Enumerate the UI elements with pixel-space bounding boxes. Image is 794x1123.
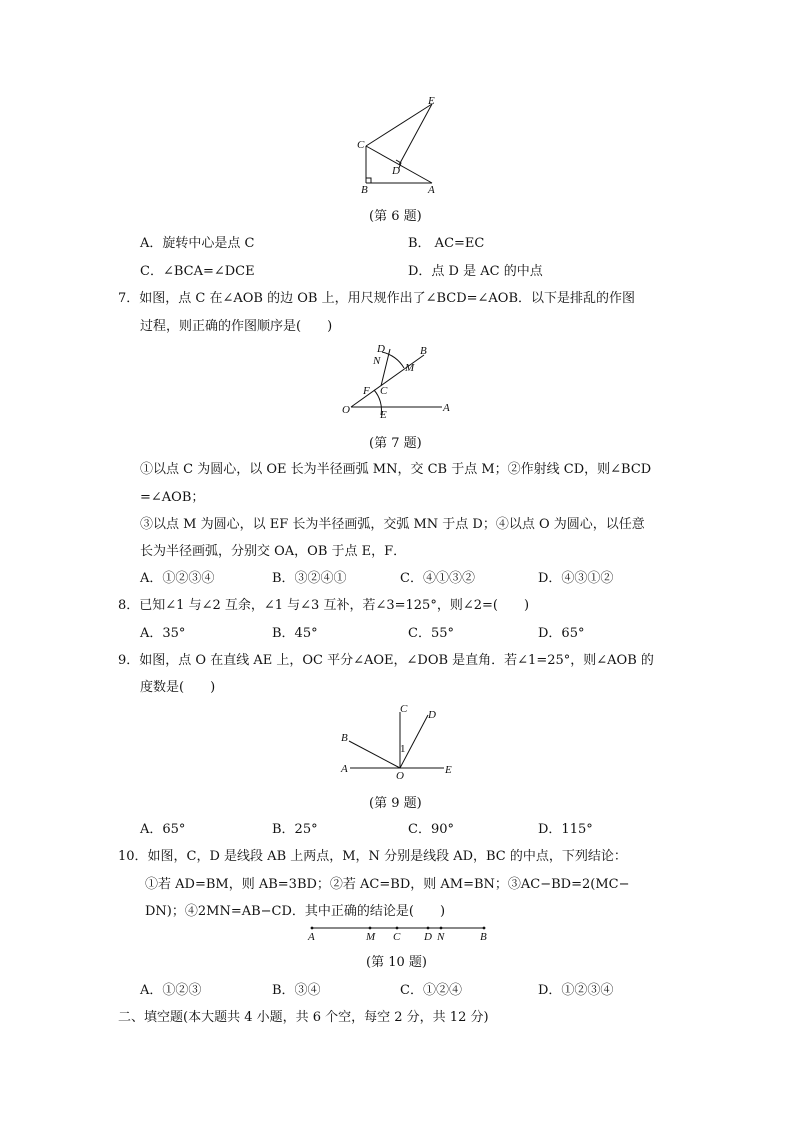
q9-option-d: D．115° [538,822,593,837]
q10-option-b: B．③④ [272,983,321,998]
q9-option-a: A．65° [140,822,186,837]
q10-stem-line3: DN)；④2MN=AB−CD．其中正确的结论是( ) [145,904,446,919]
fig7-label-M: M [405,362,415,374]
fig7-label-D: D [377,343,385,355]
q7-option-b: B．③②④① [272,571,347,586]
q7-steps-line2: =∠AOB； [140,490,205,505]
q9-stem-line1: 9．如图，点 O 在直线 AE 上，OC 平分∠AOE，∠DOB 是直角．若∠1=25°，则∠AOB 的 [118,653,654,668]
q7-steps-line4: 长为半径画弧，分别交 OA，OB 于点 E，F． [140,544,407,559]
fig10-label-B: B [480,931,487,943]
figure-10 [300,920,500,944]
q7-stem-line2: 过程，则正确的作图顺序是( ) [140,319,333,334]
fig6-label-B: B [361,184,368,195]
fig9-caption: (第 9 题) [369,796,422,811]
fig10-label-D: D [424,931,432,943]
fig9-label-E: E [445,764,452,776]
q7-option-d: D．④③①② [538,571,614,586]
fig7-label-C: C [380,385,388,397]
fig6-right-angle-B [366,178,371,183]
fig9-label-B: B [341,732,348,744]
q8-stem: 8．已知∠1 与∠2 互余，∠1 与∠3 互补，若∠3=125°，则∠2=( ) [118,598,530,613]
fig7-label-N: N [373,355,381,367]
fig7-label-A: A [443,402,450,414]
fig9-label-O: O [396,770,404,782]
figure-9 [336,700,460,782]
fig7-label-F: F [363,385,370,397]
fig10-point-A [311,927,314,930]
q6-option-d: D．点 D 是 AC 的中点 [408,264,543,279]
fig7-label-O: O [342,404,350,416]
q7-option-c: C．④①③② [400,571,475,586]
fig10-caption: (第 10 题) [366,955,427,970]
fig6-label-C: C [357,139,365,151]
fig9-ray-OD [400,715,428,768]
q10-option-a: A．①②③ [140,983,202,998]
q9-option-c: C．90° [408,822,454,837]
q7-steps-line1: ①以点 C 为圆心，以 OE 长为半径画弧 MN，交 CB 于点 M；②作射线 CD，则∠BCD [140,462,652,477]
fig10-point-B [483,927,486,930]
fig10-label-A: A [308,931,315,943]
section-2-heading: 二、填空题(本大题共 4 小题，共 6 个空，每空 2 分，共 12 分) [118,1010,489,1025]
fig10-point-M [369,927,372,930]
q10-stem-line2: ①若 AD=BM，则 AB=3BD；②若 AC=BD，则 AM=BN；③AC−BD=2(MC− [145,877,630,892]
fig9-label-C: C [400,703,408,715]
fig7-caption: (第 7 题) [369,436,422,451]
fig6-label-D: D [392,165,400,177]
fig10-label-N: N [437,931,445,943]
q10-option-d: D．①②③④ [538,983,614,998]
fig9-ray-OB [349,741,400,768]
q8-option-d: D．65° [538,626,585,641]
q9-stem-line2: 度数是( ) [140,680,216,695]
q8-option-c: C．55° [408,626,454,641]
figure-7 [336,338,460,424]
q7-stem-line1: 7．如图，点 C 在∠AOB 的边 OB 上，用尺规作出了∠BCD=∠AOB．以下是排乱的作图 [118,291,636,306]
fig6-label-E: E [428,95,435,107]
q10-stem-line1: 10．如图，C，D 是线段 AB 上两点，M，N 分别是线段 AD，BC 的中点，下列结论： [118,849,627,864]
fig9-label-A: A [341,763,348,775]
q10-option-c: C．①②④ [400,983,462,998]
fig6-segment-CE [366,104,432,146]
figure-6 [350,95,450,195]
fig6-caption: (第 6 题) [369,209,422,224]
q8-option-a: A．35° [140,626,186,641]
fig10-label-M: M [366,931,376,943]
q7-option-a: A．①②③④ [140,571,215,586]
q8-option-b: B．45° [272,626,318,641]
fig9-label-D: D [428,709,436,721]
fig6-segment-ED [399,104,432,165]
q9-option-b: B．25° [272,822,318,837]
q6-option-c: C．∠BCA=∠DCE [140,264,255,279]
fig7-label-E: E [380,409,387,421]
q6-option-a: A．旋转中心是点 C [140,236,255,251]
fig7-label-B: B [420,345,427,357]
fig10-point-C [396,927,399,930]
fig10-label-C: C [393,931,401,943]
fig9-label-angle-1: 1 [400,743,406,755]
fig10-point-D [427,927,430,930]
q6-option-b: B． AC=EC [408,236,485,251]
fig7-arc-MN [382,352,404,368]
fig6-label-A: A [428,184,435,195]
fig10-point-N [440,927,443,930]
q7-steps-line3: ③以点 M 为圆心，以 EF 长为半径画弧，交弧 MN 于点 D；④以点 O 为圆心，以任意 [140,517,645,532]
